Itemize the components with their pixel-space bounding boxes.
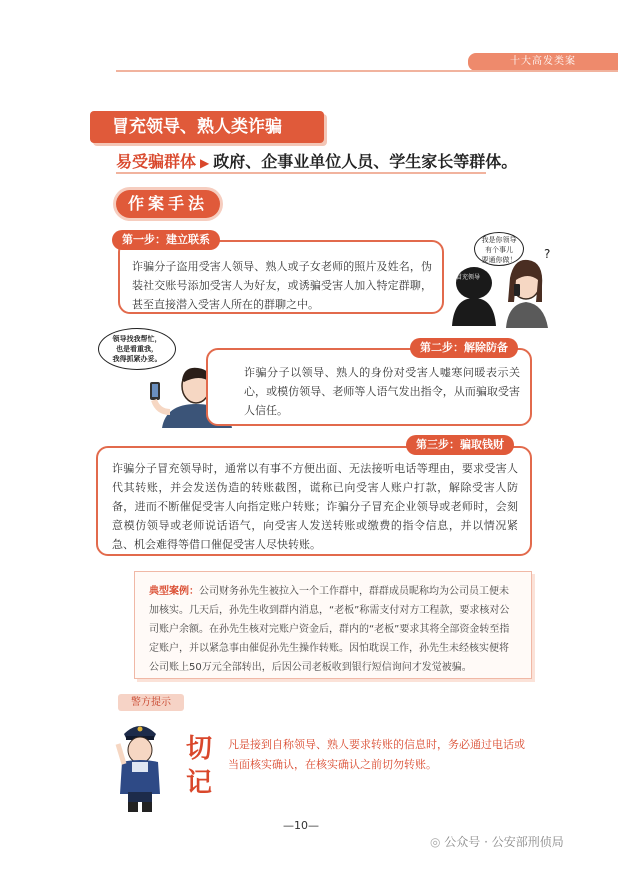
step1-text: 诈骗分子盗用受害人领导、熟人或子女老师的照片及姓名，伪装社交账号添加受害人为好友，或诱骗受害人加入特定群聊，甚至直接潜入受害人所在的群聊之中。 [132, 260, 432, 311]
typical-case-label: 典型案例： [149, 586, 199, 597]
police-officer-illustration [110, 714, 170, 814]
page-number: —10— [283, 819, 319, 832]
watermark-text: 公众号 · 公安部刑侦局 [444, 835, 564, 849]
wechat-icon: ◎ [430, 835, 445, 849]
victim-groups-label: 易受骗群体 [116, 152, 197, 171]
speech-bubble-left: 领导找我帮忙， 也是看重我， 我得抓紧办妥。 [98, 328, 176, 370]
step3-text: 诈骗分子冒充领导时，通常以有事不方便出面、无法接听电话等理由，要求受害人代其转账，并会发送伪造的转账截图，谎称已向受害人账户打款，解除受害人防备，进而不断催促受害人向指定账户转账；诈骗分子冒充企业领导或老师时，会刻意模仿领导或老师说话语气，向受害人发送转账或缴费的指令信息，并以情况紧急、机会难得等借口催促受害人尽快转账。 [112, 462, 518, 551]
qie-character: 切 [186, 734, 213, 764]
victims-underline [116, 172, 486, 174]
svg-text:?: ? [544, 247, 551, 261]
methods-heading: 作案手法 [116, 190, 220, 218]
typical-case-box [134, 571, 532, 679]
header-divider [116, 70, 618, 72]
ji-character: 记 [186, 768, 213, 798]
police-tip-text: 凡是接到自称领导、熟人要求转账的信息时，务必通过电话或当面核实确认，在核实确认之前切勿转账。 [228, 738, 525, 771]
triangle-right-icon: ▶ [200, 156, 210, 170]
section-tab: 十大高发类案 [468, 53, 618, 71]
page-title: 冒充领导、熟人类诈骗 [90, 111, 324, 143]
speech-bubble-top: 我是你领导 有个事儿 要通你做！ [474, 232, 524, 266]
step3-label: 第三步：骗取钱财 [406, 435, 514, 455]
step2-label: 第二步：解除防备 [410, 338, 518, 358]
watermark [430, 833, 564, 850]
victim-groups-text: 政府、企事业单位人员、学生家长等群体。 [213, 152, 518, 171]
step1-label: 第一步：建立联系 [112, 230, 220, 250]
impersonator-label: 冒充领导 [456, 274, 481, 281]
typical-case-text: 公司财务孙先生被拉入一个工作群中，群群成员昵称均为公司员工便未加核实。几天后，孙先生收到群内消息，“老板”称需支付对方工程款，要求核对公司账户余额。在孙先生核对完账户资金后，群内的“老板”要求其将全部资金转至指定账户，并以紧急事由催促孙先生操作转账。因怕耽误工作，孙先生未经核实便将公司账上50万元全部转出，后因公司老板收到银行短信询问才发觉被骗。 [149, 586, 510, 673]
step2-text: 诈骗分子以领导、熟人的身份对受害人嘘寒问暖表示关心，或模仿领导、老师等人语气发出指令，从而骗取受害人信任。 [244, 366, 520, 417]
victim-groups [116, 149, 517, 172]
police-tip-tab: 警方提示 [118, 694, 184, 711]
